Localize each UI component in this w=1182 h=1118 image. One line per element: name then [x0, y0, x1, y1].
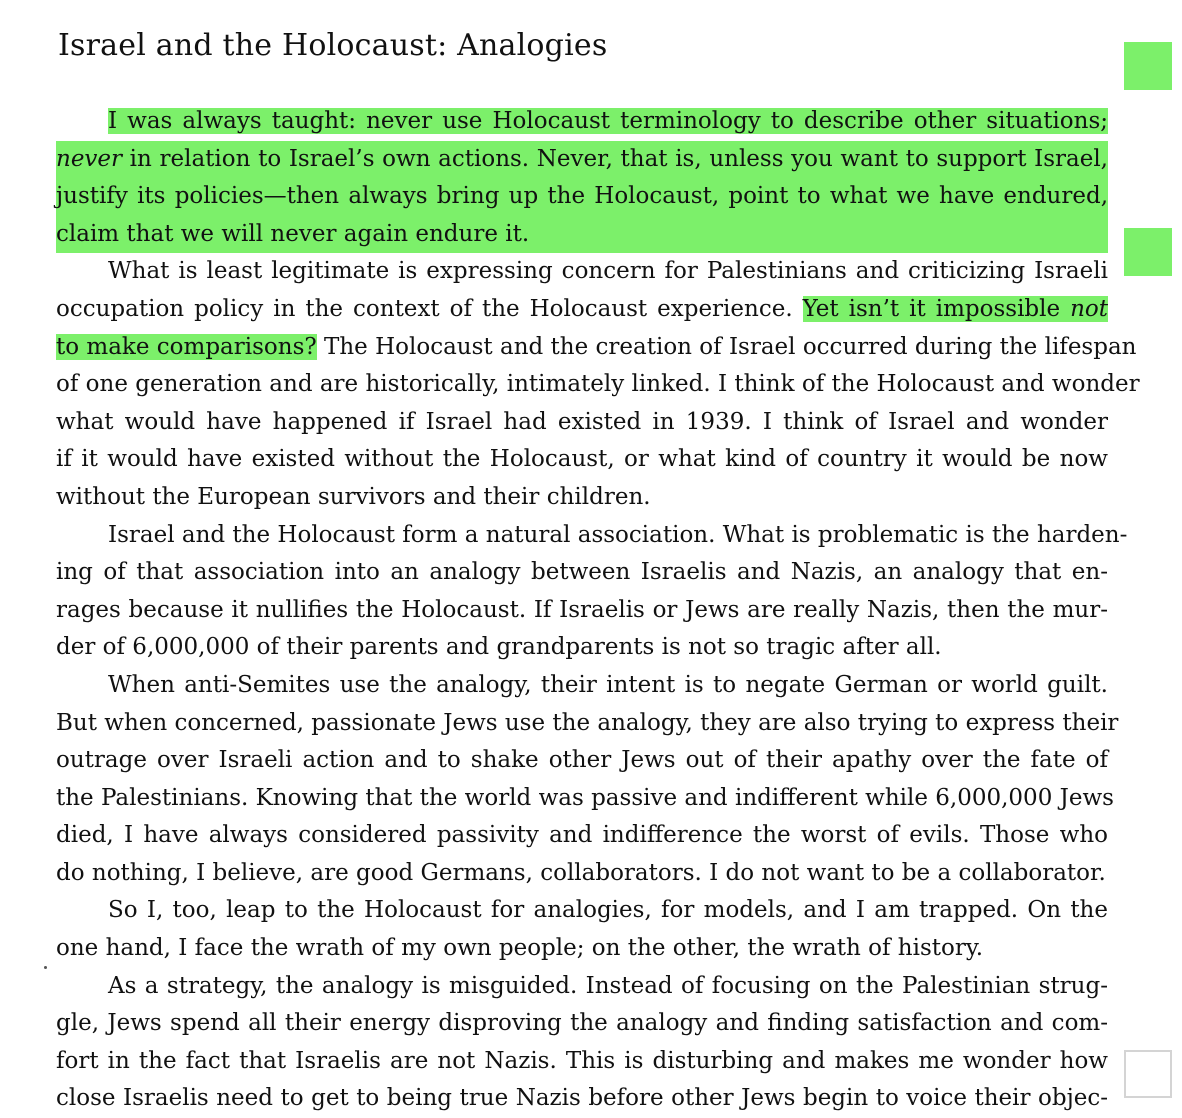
line-text: died, I have always considered passivity and indifference the worst of evils. Those who [56, 822, 1108, 849]
text-line [56, 968, 1108, 1006]
text-line [56, 253, 1108, 291]
text-line [56, 705, 1119, 743]
highlighted-text[interactable]: I was always taught: never use Holocaust terminology to describe other situations; [108, 108, 1108, 134]
line-text: the Palestinians. Knowing that the world was passive and indifferent while 6,000,000 Jews [56, 784, 1114, 811]
line-text: ing of that association into an analogy between Israelis and Nazis, an analogy that en- [56, 559, 1108, 586]
text-line [56, 780, 1114, 818]
line-text: fort in the fact that Israelis are not Nazis. This is disturbing and makes me wonder how [56, 1047, 1108, 1074]
text-line [56, 930, 1108, 968]
line-text: What is least legitimate is expressing concern for Palestinians and criticizing Israeli [108, 258, 1108, 285]
line-text: close Israelis need to get to being true Nazis before other Jews begin to voice their objec- [56, 1085, 1108, 1112]
line-text: der of 6,000,000 of their parents and grandparents is not so tragic after all. [56, 634, 942, 661]
scan-speck [44, 966, 47, 969]
text-line [56, 1043, 1108, 1081]
line-text: When anti-Semites use the analogy, their intent is to negate German or world guilt. [108, 671, 1108, 698]
text-line [56, 855, 1108, 893]
line-text: gle, Jews spend all their energy disproving the analogy and finding satisfaction and com- [56, 1010, 1108, 1037]
text-line [56, 554, 1108, 592]
line-text: one hand, I face the wrath of my own people; on the other, the wrath of history. [56, 935, 984, 962]
line-text: if it would have existed without the Holocaust, or what kind of country it would be now [56, 446, 1108, 473]
line-text: But when concerned, passionate Jews use the analogy, they are also trying to express their [56, 709, 1119, 736]
text-line [56, 892, 1108, 930]
text-line [56, 667, 1108, 705]
highlight-marker-3[interactable] [1124, 1050, 1172, 1098]
line-text: do nothing, I believe, are good Germans, collaborators. I do not want to be a collaborator. [56, 859, 1106, 886]
highlighted-text[interactable]: Yet isn’t it impossible not [802, 295, 1109, 322]
highlighted-text[interactable]: justify its policies—then always bring up the Holocaust, point to what we have endured, [56, 183, 1108, 210]
text-line [56, 178, 1108, 216]
highlight-marker-2[interactable] [1124, 228, 1172, 276]
line-text: The Holocaust and the creation of Israel occurred during the lifespan [316, 333, 1137, 360]
text-line [56, 441, 1108, 479]
line-text: rages because it nullifies the Holocaust. If Israelis or Jews are really Nazis, then the mur- [56, 596, 1108, 623]
text-line [56, 291, 1108, 329]
text-line [56, 366, 1140, 404]
line-text: So I, too, leap to the Holocaust for analogies, for models, and I am trapped. On the [108, 897, 1108, 924]
line-text: what would have happened if Israel had existed in 1939. I think of Israel and wonder [56, 408, 1108, 435]
line-text: Israel and the Holocaust form a natural association. What is problematic is the harden- [108, 521, 1128, 548]
text-line [56, 517, 1128, 555]
text-line [56, 629, 1108, 667]
highlight-marker-1[interactable] [1124, 42, 1172, 90]
text-line [56, 1005, 1108, 1043]
text-line [56, 216, 1108, 254]
line-text: occupation policy in the context of the Holocaust experience. [56, 295, 803, 322]
line-text: As a strategy, the analogy is misguided. Instead of focusing on the Palestinian strug- [108, 972, 1108, 999]
text-line [56, 103, 1108, 141]
text-line [56, 592, 1108, 630]
text-line [56, 141, 1108, 179]
highlighted-text[interactable]: claim that we will never again endure it. [56, 220, 530, 247]
line-text: without the European survivors and their children. [56, 483, 651, 510]
line-text: outrage over Israeli action and to shake other Jews out of their apathy over the fate of [56, 747, 1108, 774]
text-line [56, 742, 1108, 780]
highlighted-text[interactable]: never in relation to Israel’s own actions. Never, that is, unless you want to support Israel, [56, 145, 1108, 172]
line-text: of one generation and are historically, intimately linked. I think of the Holocaust and wonder [56, 371, 1140, 398]
body-text [56, 103, 1140, 1118]
text-line [56, 1080, 1108, 1118]
text-line [56, 329, 1137, 367]
page-title: Israel and the Holocaust: Analogies [58, 28, 608, 63]
text-line [56, 817, 1108, 855]
text-line [56, 404, 1108, 442]
text-line [56, 479, 1108, 517]
highlighted-text[interactable]: to make comparisons? [56, 333, 317, 360]
